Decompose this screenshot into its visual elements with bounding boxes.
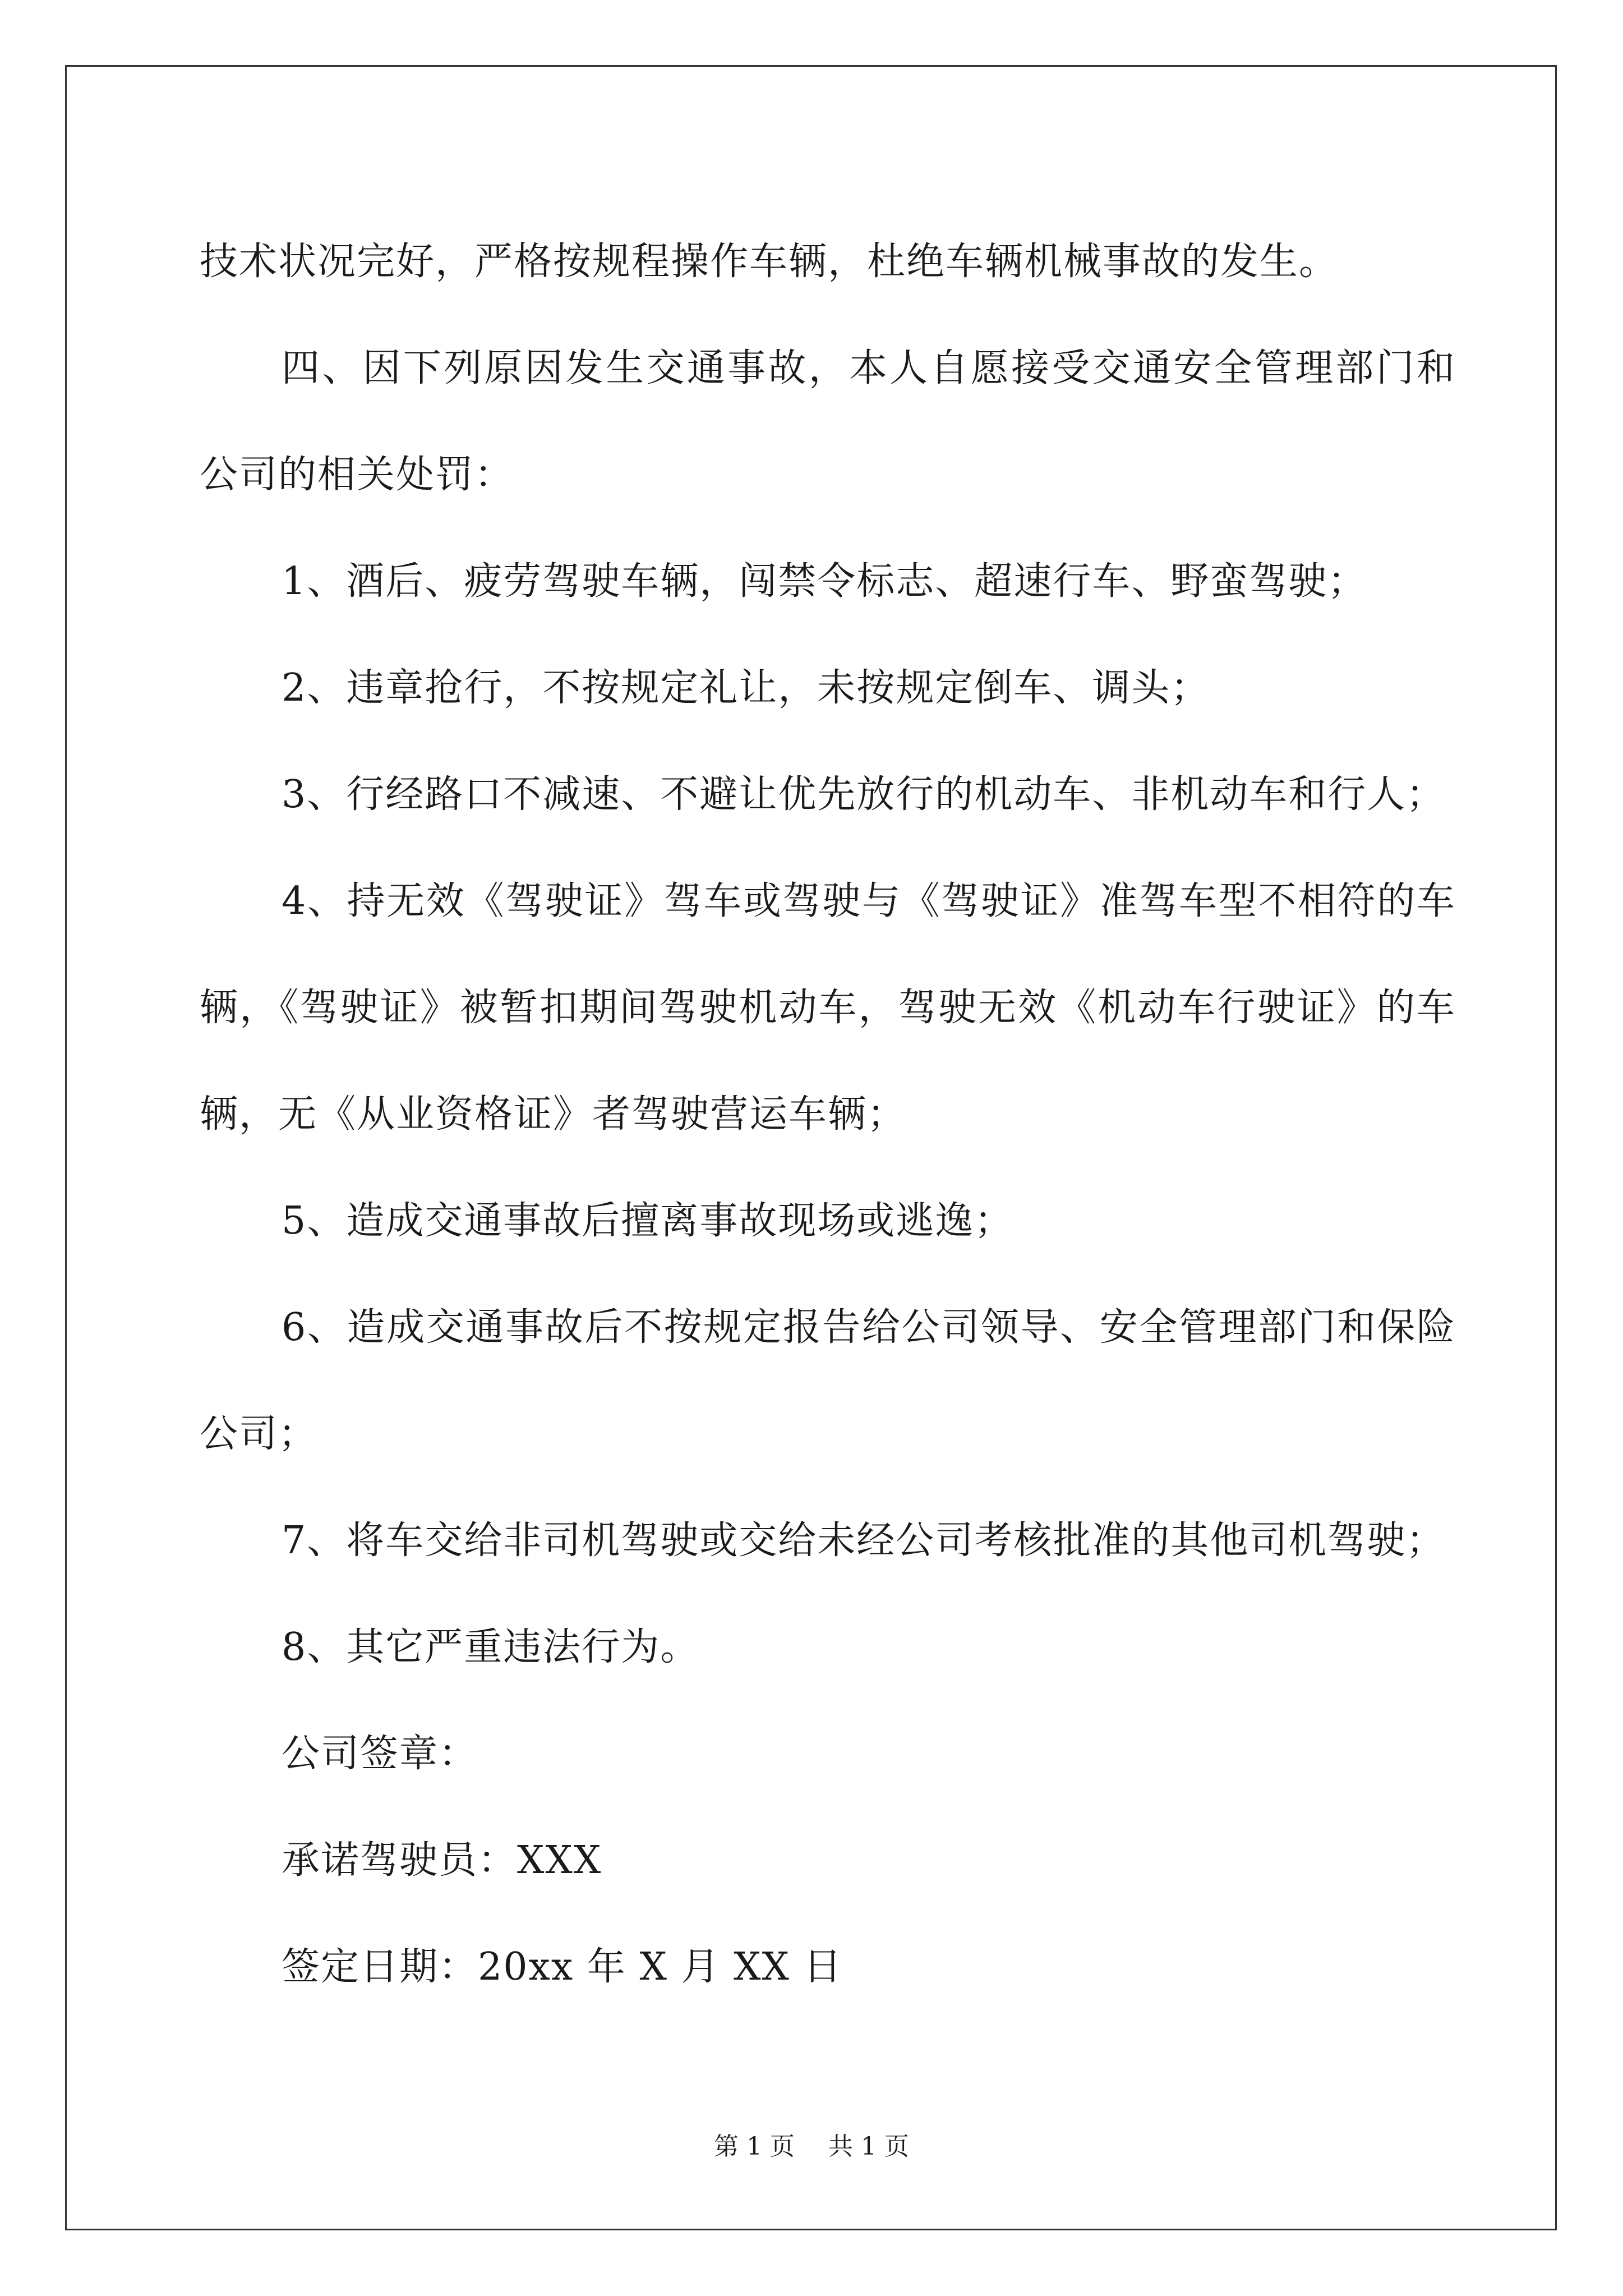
company-seal-line: 公司签章： <box>282 1732 478 1776</box>
list-item-4: 4、持无效《驾驶证》驾车或驾驶与《驾驶证》准驾车型不相符的车辆，《驾驶证》被暂扣期间驾驶机动车，驾驶无效《机动车行驶证》的车辆，无《从业资格证》者驾驶营运车辆； <box>200 879 1456 1137</box>
page-number: 第 1 页 <box>714 2132 795 2161</box>
list-item-6: 6、造成交通事故后不按规定报告给公司领导、安全管理部门和保险公司； <box>200 1305 1456 1456</box>
list-item-8: 8、其它严重违法行为。 <box>282 1625 700 1669</box>
list-item-2: 2、违章抢行，不按规定礼让，未按规定倒车、调头； <box>282 666 1210 710</box>
page-total: 共 1 页 <box>828 2132 909 2161</box>
list-item-7: 7、将车交给非司机驾驶或交给未经公司考核批准的其他司机驾驶； <box>282 1519 1446 1563</box>
paragraph-section-four: 四、因下列原因发生交通事故，本人自愿接受交通安全管理部门和公司的相关处罚： <box>200 346 1456 497</box>
document-body <box>200 209 1456 2021</box>
paragraph-continuation: 技术状况完好，严格按规程操作车辆，杜绝车辆机械事故的发生。 <box>200 240 1339 284</box>
driver-signature-line: 承诺驾驶员：XXX <box>282 1838 602 1883</box>
page-footer <box>0 2126 1623 2162</box>
signing-date-line: 签定日期：20xx 年 X 月 XX 日 <box>282 1945 843 1989</box>
list-item-1: 1、酒后、疲劳驾驶车辆，闯禁令标志、超速行车、野蛮驾驶； <box>282 559 1367 604</box>
list-item-3: 3、行经路口不减速、不避让优先放行的机动车、非机动车和行人； <box>282 772 1446 817</box>
list-item-5: 5、造成交通事故后擅离事故现场或逃逸； <box>282 1199 1014 1243</box>
